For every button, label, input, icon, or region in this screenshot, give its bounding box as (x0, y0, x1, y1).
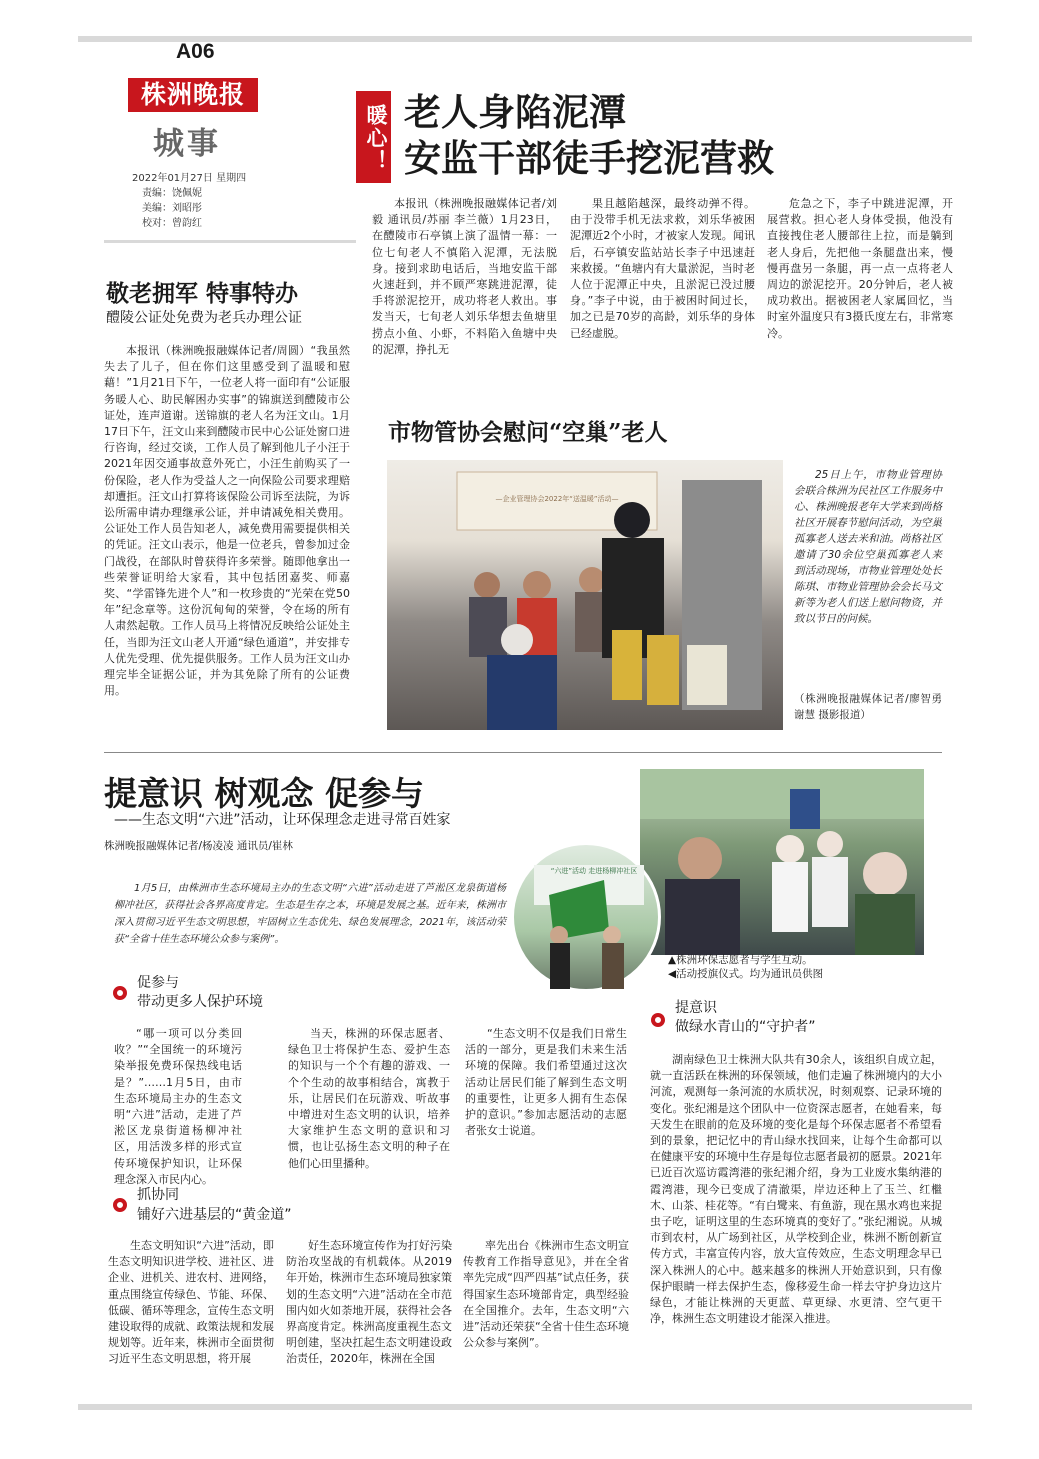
lead-col-3-text: 危急之下，李子中跳进泥潭，开展营救。担心老人身体受损，他没有直接拽住老人腰部往上拉，而是躺到老人身后，先把他一条腿盘出来，慢慢再盘另一条腿，再一点一点将老人周边的淤泥挖开。20分钟后，老人被成功救出。据被困老人家属回忆，当时室外温度只有3摄氏度左右，非常寒冷。 (767, 197, 953, 340)
lead-title-line1: 老人身陷泥潭 (404, 90, 626, 134)
eco-photo-caption-1: ▲株洲环保志愿者与学生互动。 (668, 954, 813, 966)
section3-dot-icon (651, 1013, 665, 1027)
eco-subtitle: ——生态文明“六进”活动，让环保理念走进寻常百姓家 (114, 812, 451, 828)
page-number: A06 (176, 40, 215, 63)
eco-photo-flag-banner: “六进”活动 走进杨柳冲社区 (550, 867, 638, 875)
section2-col-2-text: 好生态环境宣传作为打好污染防治攻坚战的有机载体。从2019年开始，株洲市生态环境局独家策划的生态文明“六进”活动在全市范围内如火如荼地开展，获得社会各界高度肯定。株洲高度重视生态文明创建，坚决扛起生态文明建设政治责任，2020年，株洲在全国 (286, 1239, 452, 1366)
eco-photo-students-scene (640, 769, 924, 955)
section-divider (104, 752, 942, 753)
art-editor: 美编：刘昭彤 (142, 203, 202, 214)
section1-col-1 (114, 1026, 242, 1186)
section2-label: 抓协同 (137, 1187, 179, 1203)
section1-dot-icon (113, 986, 127, 1000)
empty-nest-title: 市物管协会慰问“空巢”老人 (388, 419, 668, 446)
proofreader: 校对：曾韵红 (142, 218, 202, 229)
veteran-body (104, 343, 350, 733)
eco-photo-caption-2: ◀活动授旗仪式。均为通讯员供图 (668, 968, 824, 980)
section3-body (650, 1052, 942, 1386)
veteran-title: 敬老拥军 特事特办 (106, 280, 299, 307)
eco-title: 提意识 树观念 促参与 (104, 774, 424, 813)
empty-nest-credit: （株洲晚报融媒体记者/廖智勇 谢慧 摄影报道） (794, 693, 942, 721)
section2-col-1-text: 生态文明知识“六进”活动，即生态文明知识进学校、进社区、进企业、进机关、进农村、进网络，重点围绕宣传绿色、节能、环保、低碳、循环等理念，宣传生态文明建设取得的成就、政策法规和发展规划等。近年来，株洲市全面贯彻习近平生态文明思想，将开展 (108, 1239, 274, 1366)
veteran-top-rule (104, 240, 356, 243)
section1-col-2-text: 当天，株洲的环保志愿者、绿色卫士将保护生态、爱护生态的知识与一个个有趣的游戏、一个个生动的故事相结合，寓教于乐，让居民们在玩游戏、听故事中增进对生态文明的认识，培养大家维护生态文明的意识和习惯，也让弘扬生态文明的种子在他们心田里播种。 (288, 1027, 450, 1170)
section1-label: 促参与 (137, 975, 179, 991)
lead-col-1 (372, 196, 557, 382)
lead-col-3 (767, 196, 953, 382)
section1-col-3 (465, 1026, 627, 1156)
veteran-subtitle: 醴陵公证处免费为老兵办理公证 (106, 310, 302, 326)
lead-col-2-text: 果且越陷越深，最终动弹不得。由于没带手机无法求救，刘乐华被困泥潭近2个小时，才被家人发现。闻讯后，石亭镇安监站站长李子中迅速赶来救援。“鱼塘内有大量淤泥，当时老人位于泥潭正中央，且淤泥已没过腰身。”李子中说，由于被困时间过长，加之已是70岁的高龄，刘乐华的身体已经虚脱。 (570, 197, 755, 340)
lead-col-2 (570, 196, 755, 382)
section2-col-1 (108, 1238, 274, 1384)
section2-col-3 (463, 1238, 629, 1368)
section2-dot-icon (113, 1198, 127, 1212)
bottom-rule (78, 1404, 972, 1410)
empty-nest-caption: 25日上午，市物业管理协会联合株洲为民社区工作服务中心、株洲晚报老年大学来到尚格社区开展春节慰问活动，为空巢孤寡老人送去米和油。尚格社区邀请了30余位空巢孤寡老人来到活动现场，市物业管理处处长陈琪、市物业管理协会会长马文新等为老人们送上慰问物资，并致以节日的问候。 (794, 469, 942, 625)
section1-col-2 (288, 1026, 450, 1172)
eco-intro: 1月5日，由株洲市生态环境局主办的生态文明“六进”活动走进了芦淞区龙泉街道杨柳冲社区，获得社会各界高度肯定。生态是生存之本，环境是发展之基。近年来，株洲市深入贯彻习近平生态文明思想，牢固树立生态优先、绿色发展理念，2021年，该活动荣获“全省十佳生态环境公众参与案例”。 (114, 883, 506, 945)
section2-col-3-text: 率先出台《株洲市生态文明宣传教育工作指导意见》，并在全省率先完成“四严四基”试点任务，获得国家生态环境部肯定，典型经验在全国推介。去年，生态文明“六进”活动还荣获“全省十佳生态环境公众参与案例”。 (463, 1239, 629, 1350)
section2-title: 铺好六进基层的“黄金道” (137, 1207, 292, 1223)
paper-logo: 株洲晚报 (128, 78, 258, 112)
section3-label: 提意识 (675, 1000, 717, 1016)
section3-body-text: 湖南绿色卫士株洲大队共有30余人，该组织自成立起，就一直活跃在株洲的环保领域，他们走遍了株洲境内的大小河流，观测每一条河流的水质状况，时刻观察、记录环境的变化。张纪湘是这个团队中一位资深志愿者，在她看来，每天发生在眼前的危及环境的变化是每个环保志愿者不希望看到的景象，把记忆中的青山绿水找回来，让每个生命都可以在健康平安的环境中生存是每位志愿者最初的愿景。2021年已近百次巡访霞湾港的张纪湘介绍，身为工业废水集纳港的霞湾港，现今已变成了清澈渠，岸边还种上了玉兰、红檵木、山茶、桂花等。“有白鹭来、有鱼游，现在黑水鸡也来捉虫子吃，证明这里的生态环境真的变好了。”张纪湘说。从城市到农村，从广场到社区，从学校到企业，株洲不断创新宣传方式，丰富宣传内容，放大宣传效应，生态文明理念早已深入株洲人的心中。越来越多的株洲人开始意识到，只有像保护眼睛一样去保护生态，像移爱生命一样去守护身边这片绿色，才能让株洲的天更蓝、草更绿、水更清、空气更干净，株洲生态文明建设才能深入推进。 (650, 1053, 942, 1326)
issue-date: 2022年01月27日 星期四 (132, 173, 247, 184)
eco-photo-captions (668, 953, 823, 981)
section-name: 城事 (153, 126, 221, 162)
empty-nest-photo-banner: —企业管理协会2022年“送温暖”活动— (495, 495, 619, 503)
editor: 责编：饶佩妮 (142, 188, 202, 199)
eco-byline: 株洲晚报融媒体记者/杨凌凌 通讯员/崔林 (104, 840, 293, 852)
lead-title (404, 89, 774, 181)
section2-col-2 (286, 1238, 452, 1384)
section1-col-1-text: “哪一项可以分类回收？”“全国统一的环境污染举报免费环保热线电话是？”……1月5日，由市生态环境局主办的生态文明“六进”活动，走进了芦淞区龙泉街道杨柳冲社区，用活泼多样的形式宣传环境保护知识，让环保理念深入市民内心。 (114, 1027, 242, 1186)
eco-photo-flag (511, 842, 661, 992)
eco-photo-students (640, 769, 924, 955)
section3-title: 做绿水青山的“守护者” (675, 1019, 816, 1035)
section1-col-3-text: “生态文明不仅是我们日常生活的一部分，更是我们未来生活环境的保障。我们希望通过这次活动让居民们能了解到生态文明的重要性，让更多人拥有生态保护的意识。”参加志愿活动的志愿者张女士说道。 (465, 1027, 627, 1138)
section1-title: 带动更多人保护环境 (137, 994, 263, 1010)
veteran-body-text: 本报讯（株洲晚报融媒体记者/周圆）“我虽然失去了儿子，但在你们这里感受到了温暖和慰藉！”1月21日下午，一位老人将一面印有“公证服务暖人心、助民解困办实事”的锦旗送到醴陵市公证处，连声道谢。送锦旗的老人名为汪文山。1月17日下午，汪文山来到醴陵市民中心公证处窗口进行咨询，经过交谈，工作人员了解到他儿子小汪于2021年因交通事故意外死亡，小汪生前购买了一份保险，老人作为受益人之一向保险公司要求理赔却遭拒。汪文山打算将该保险公司诉至法院，为诉讼所需申请办理继承公证，并申请减免相关费用。公证处工作人员告知老人，减免费用需要提供相关的凭证。汪文山表示，他是一位老兵，曾参加过金门战役，在部队时曾获得许多荣誉。随即他拿出一些荣誉证明给大家看，其中包括团嘉奖、师嘉奖、“学雷锋先进个人”和一枚珍贵的“光荣在党50年”纪念章等。这份沉甸甸的荣誉，令在场的所有人肃然起敬。工作人员马上将情况反映给公证处主任，当即为汪文山老人开通“绿色通道”，并安排专人优先受理、优先提供服务。工作人员为汪文山办理完毕全证据公证，并为其免除了所有的公证费用。 (104, 344, 350, 698)
empty-nest-photo (387, 460, 783, 730)
lead-col-1-text: 本报讯（株洲晚报融媒体记者/刘毅 通讯员/苏丽 李兰薇）1月23日，在醴陵市石亭镇上演了温情一幕：一位七旬老人不慎陷入泥潭，无法脱身。接到求助电话后，当地安监干部火速赶到，并不顾严寒跳进泥潭，徒手将淤泥挖开，成功将老人救出。事发当天，七旬老人刘乐华想去鱼塘里捞点小鱼、小虾，不料陷入鱼塘中央的泥潭，挣扎无 (372, 197, 557, 356)
lead-title-line2: 安监干部徒手挖泥营救 (404, 136, 774, 180)
masthead-info (132, 171, 246, 231)
warm-heart-tag: 暖心！ (356, 91, 391, 183)
